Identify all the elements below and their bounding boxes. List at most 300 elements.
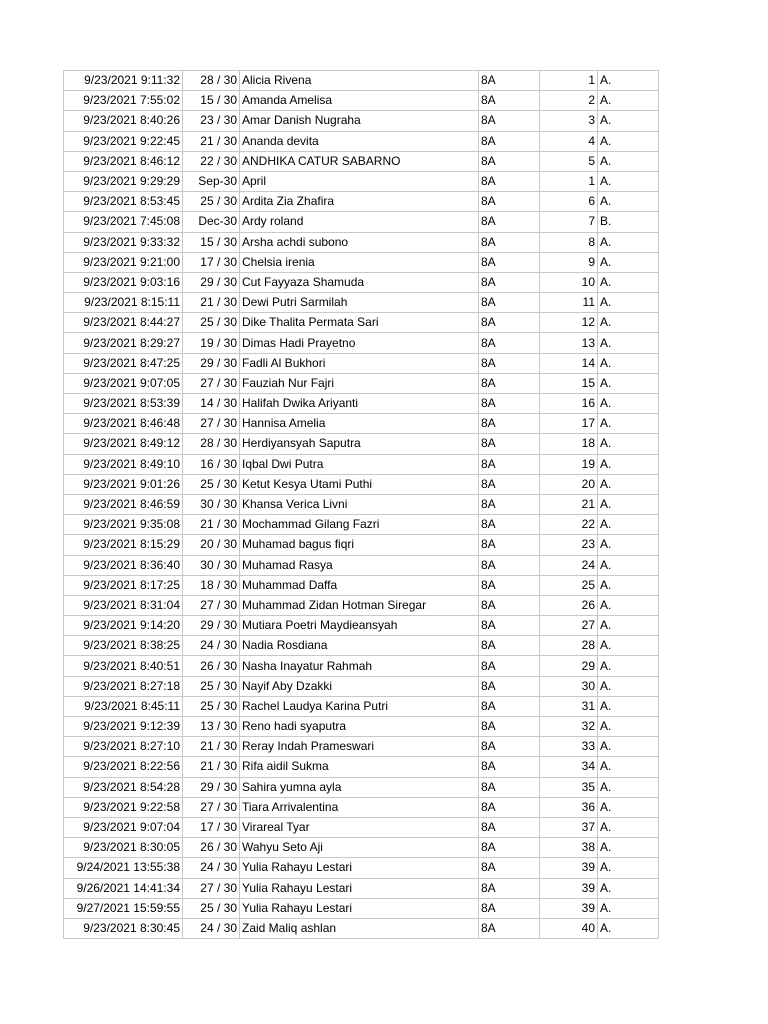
attendance-number-cell: 33: [540, 737, 598, 757]
answer-cell: A.: [598, 918, 659, 938]
timestamp-cell: 9/23/2021 8:46:48: [64, 414, 183, 434]
class-cell: 8A: [479, 717, 540, 737]
class-cell: 8A: [479, 353, 540, 373]
timestamp-cell: 9/23/2021 9:33:32: [64, 232, 183, 252]
answer-cell: A.: [598, 676, 659, 696]
answer-cell: B.: [598, 212, 659, 232]
class-cell: 8A: [479, 817, 540, 837]
attendance-number-cell: 10: [540, 272, 598, 292]
table-row: [64, 616, 659, 636]
class-cell: 8A: [479, 212, 540, 232]
timestamp-cell: 9/23/2021 9:01:26: [64, 474, 183, 494]
answer-cell: A.: [598, 394, 659, 414]
timestamp-cell: 9/23/2021 8:17:25: [64, 575, 183, 595]
answer-cell: A.: [598, 373, 659, 393]
answer-cell: A.: [598, 71, 659, 91]
timestamp-cell: 9/23/2021 8:31:04: [64, 595, 183, 615]
score-cell: 24 / 30: [183, 858, 240, 878]
timestamp-cell: 9/23/2021 8:40:26: [64, 111, 183, 131]
answer-cell: A.: [598, 656, 659, 676]
answer-cell: A.: [598, 636, 659, 656]
attendance-number-cell: 9: [540, 252, 598, 272]
answer-cell: A.: [598, 192, 659, 212]
score-cell: 26 / 30: [183, 838, 240, 858]
answer-cell: A.: [598, 293, 659, 313]
class-cell: 8A: [479, 474, 540, 494]
class-cell: 8A: [479, 878, 540, 898]
score-cell: 29 / 30: [183, 353, 240, 373]
student-name-cell: Virareal Tyar: [240, 817, 479, 837]
table-row: [64, 313, 659, 333]
table-row: [64, 252, 659, 272]
student-name-cell: Mochammad Gilang Fazri: [240, 515, 479, 535]
student-name-cell: Amar Danish Nugraha: [240, 111, 479, 131]
attendance-number-cell: 1: [540, 71, 598, 91]
score-cell: 26 / 30: [183, 656, 240, 676]
table-row: [64, 595, 659, 615]
attendance-number-cell: 18: [540, 434, 598, 454]
attendance-number-cell: 5: [540, 151, 598, 171]
table-row: [64, 515, 659, 535]
class-cell: 8A: [479, 757, 540, 777]
timestamp-cell: 9/23/2021 9:07:05: [64, 373, 183, 393]
student-name-cell: Dike Thalita Permata Sari: [240, 313, 479, 333]
timestamp-cell: 9/23/2021 9:11:32: [64, 71, 183, 91]
answer-cell: A.: [598, 757, 659, 777]
class-cell: 8A: [479, 373, 540, 393]
table-row: [64, 353, 659, 373]
score-cell: 21 / 30: [183, 737, 240, 757]
table-row: [64, 171, 659, 191]
score-cell: 14 / 30: [183, 394, 240, 414]
timestamp-cell: 9/23/2021 9:22:45: [64, 131, 183, 151]
table-row: [64, 232, 659, 252]
answer-cell: A.: [598, 151, 659, 171]
table-row: [64, 737, 659, 757]
table-row: [64, 717, 659, 737]
score-cell: 30 / 30: [183, 494, 240, 514]
score-cell: 18 / 30: [183, 575, 240, 595]
student-name-cell: Muhamad Rasya: [240, 555, 479, 575]
table-row: [64, 131, 659, 151]
timestamp-cell: 9/23/2021 9:22:58: [64, 797, 183, 817]
answer-cell: A.: [598, 232, 659, 252]
score-cell: 28 / 30: [183, 71, 240, 91]
attendance-number-cell: 39: [540, 878, 598, 898]
score-cell: 27 / 30: [183, 373, 240, 393]
timestamp-cell: 9/23/2021 9:03:16: [64, 272, 183, 292]
student-name-cell: Chelsia irenia: [240, 252, 479, 272]
table-row: [64, 676, 659, 696]
score-cell: 20 / 30: [183, 535, 240, 555]
timestamp-cell: 9/23/2021 8:30:45: [64, 918, 183, 938]
table-row: [64, 555, 659, 575]
class-cell: 8A: [479, 918, 540, 938]
attendance-number-cell: 8: [540, 232, 598, 252]
timestamp-cell: 9/23/2021 8:46:59: [64, 494, 183, 514]
student-name-cell: Muhamad bagus fiqri: [240, 535, 479, 555]
attendance-number-cell: 35: [540, 777, 598, 797]
table-row: [64, 918, 659, 938]
answer-cell: A.: [598, 252, 659, 272]
timestamp-cell: 9/23/2021 8:49:10: [64, 454, 183, 474]
score-cell: 16 / 30: [183, 454, 240, 474]
score-cell: 23 / 30: [183, 111, 240, 131]
table-row: [64, 454, 659, 474]
class-cell: 8A: [479, 696, 540, 716]
table-row: [64, 151, 659, 171]
answer-cell: A.: [598, 898, 659, 918]
answer-cell: A.: [598, 111, 659, 131]
answer-cell: A.: [598, 454, 659, 474]
timestamp-cell: 9/23/2021 8:29:27: [64, 333, 183, 353]
student-name-cell: Halifah Dwika Ariyanti: [240, 394, 479, 414]
student-name-cell: Zaid Maliq ashlan: [240, 918, 479, 938]
class-cell: 8A: [479, 333, 540, 353]
class-cell: 8A: [479, 91, 540, 111]
attendance-number-cell: 39: [540, 898, 598, 918]
student-name-cell: Rifa aidil Sukma: [240, 757, 479, 777]
timestamp-cell: 9/23/2021 8:44:27: [64, 313, 183, 333]
score-cell: 22 / 30: [183, 151, 240, 171]
answer-cell: A.: [598, 353, 659, 373]
class-cell: 8A: [479, 414, 540, 434]
answer-cell: A.: [598, 838, 659, 858]
student-name-cell: Dewi Putri Sarmilah: [240, 293, 479, 313]
student-name-cell: Yulia Rahayu Lestari: [240, 878, 479, 898]
table-row: [64, 656, 659, 676]
answer-cell: A.: [598, 878, 659, 898]
table-row: [64, 636, 659, 656]
score-cell: 25 / 30: [183, 474, 240, 494]
timestamp-cell: 9/23/2021 8:15:29: [64, 535, 183, 555]
class-cell: 8A: [479, 272, 540, 292]
class-cell: 8A: [479, 898, 540, 918]
timestamp-cell: 9/23/2021 9:35:08: [64, 515, 183, 535]
timestamp-cell: 9/23/2021 8:40:51: [64, 656, 183, 676]
score-table-body: [64, 71, 659, 939]
answer-cell: A.: [598, 858, 659, 878]
score-cell: 19 / 30: [183, 333, 240, 353]
answer-cell: A.: [598, 737, 659, 757]
timestamp-cell: 9/23/2021 9:12:39: [64, 717, 183, 737]
table-row: [64, 898, 659, 918]
attendance-number-cell: 14: [540, 353, 598, 373]
table-row: [64, 696, 659, 716]
class-cell: 8A: [479, 171, 540, 191]
class-cell: 8A: [479, 656, 540, 676]
timestamp-cell: 9/23/2021 8:38:25: [64, 636, 183, 656]
answer-cell: A.: [598, 797, 659, 817]
student-name-cell: Wahyu Seto Aji: [240, 838, 479, 858]
timestamp-cell: 9/23/2021 9:29:29: [64, 171, 183, 191]
student-name-cell: Khansa Verica Livni: [240, 494, 479, 514]
score-cell: 25 / 30: [183, 313, 240, 333]
timestamp-cell: 9/23/2021 8:53:39: [64, 394, 183, 414]
table-row: [64, 858, 659, 878]
student-name-cell: Cut Fayyaza Shamuda: [240, 272, 479, 292]
attendance-number-cell: 31: [540, 696, 598, 716]
score-cell: 30 / 30: [183, 555, 240, 575]
table-row: [64, 394, 659, 414]
answer-cell: A.: [598, 535, 659, 555]
attendance-number-cell: 28: [540, 636, 598, 656]
table-row: [64, 373, 659, 393]
score-cell: 21 / 30: [183, 131, 240, 151]
attendance-number-cell: 16: [540, 394, 598, 414]
score-cell: 29 / 30: [183, 272, 240, 292]
score-cell: 15 / 30: [183, 91, 240, 111]
score-cell: 17 / 30: [183, 252, 240, 272]
class-cell: 8A: [479, 515, 540, 535]
answer-cell: A.: [598, 434, 659, 454]
score-cell: 25 / 30: [183, 898, 240, 918]
answer-cell: A.: [598, 777, 659, 797]
score-cell: 29 / 30: [183, 616, 240, 636]
student-name-cell: Muhammad Zidan Hotman Siregar: [240, 595, 479, 615]
attendance-number-cell: 23: [540, 535, 598, 555]
timestamp-cell: 9/23/2021 8:36:40: [64, 555, 183, 575]
table-row: [64, 777, 659, 797]
table-row: [64, 434, 659, 454]
student-name-cell: Herdiyansyah Saputra: [240, 434, 479, 454]
timestamp-cell: 9/23/2021 7:45:08: [64, 212, 183, 232]
attendance-number-cell: 38: [540, 838, 598, 858]
student-name-cell: Mutiara Poetri Maydieansyah: [240, 616, 479, 636]
class-cell: 8A: [479, 797, 540, 817]
student-name-cell: Amanda Amelisa: [240, 91, 479, 111]
class-cell: 8A: [479, 575, 540, 595]
attendance-number-cell: 39: [540, 858, 598, 878]
class-cell: 8A: [479, 494, 540, 514]
attendance-number-cell: 3: [540, 111, 598, 131]
attendance-number-cell: 25: [540, 575, 598, 595]
answer-cell: A.: [598, 616, 659, 636]
table-row: [64, 878, 659, 898]
score-cell: 21 / 30: [183, 293, 240, 313]
class-cell: 8A: [479, 151, 540, 171]
student-name-cell: Iqbal Dwi Putra: [240, 454, 479, 474]
answer-cell: A.: [598, 595, 659, 615]
attendance-number-cell: 15: [540, 373, 598, 393]
timestamp-cell: 9/27/2021 15:59:55: [64, 898, 183, 918]
answer-cell: A.: [598, 333, 659, 353]
table-row: [64, 838, 659, 858]
answer-cell: A.: [598, 515, 659, 535]
class-cell: 8A: [479, 394, 540, 414]
answer-cell: A.: [598, 575, 659, 595]
score-cell: 13 / 30: [183, 717, 240, 737]
student-name-cell: Muhammad Daffa: [240, 575, 479, 595]
timestamp-cell: 9/23/2021 9:07:04: [64, 817, 183, 837]
class-cell: 8A: [479, 676, 540, 696]
class-cell: 8A: [479, 71, 540, 91]
table-row: [64, 474, 659, 494]
timestamp-cell: 9/23/2021 8:54:28: [64, 777, 183, 797]
student-name-cell: Fauziah Nur Fajri: [240, 373, 479, 393]
attendance-number-cell: 37: [540, 817, 598, 837]
attendance-number-cell: 21: [540, 494, 598, 514]
score-cell: 21 / 30: [183, 757, 240, 777]
answer-cell: A.: [598, 555, 659, 575]
table-row: [64, 575, 659, 595]
student-name-cell: Sahira yumna ayla: [240, 777, 479, 797]
table-row: [64, 111, 659, 131]
class-cell: 8A: [479, 454, 540, 474]
timestamp-cell: 9/23/2021 9:14:20: [64, 616, 183, 636]
table-row: [64, 293, 659, 313]
attendance-number-cell: 2: [540, 91, 598, 111]
student-name-cell: Nasha Inayatur Rahmah: [240, 656, 479, 676]
class-cell: 8A: [479, 555, 540, 575]
student-name-cell: Alicia Rivena: [240, 71, 479, 91]
class-cell: 8A: [479, 838, 540, 858]
attendance-number-cell: 17: [540, 414, 598, 434]
attendance-number-cell: 32: [540, 717, 598, 737]
table-row: [64, 797, 659, 817]
student-name-cell: Reno hadi syaputra: [240, 717, 479, 737]
attendance-number-cell: 20: [540, 474, 598, 494]
class-cell: 8A: [479, 636, 540, 656]
attendance-number-cell: 13: [540, 333, 598, 353]
score-cell: 27 / 30: [183, 595, 240, 615]
class-cell: 8A: [479, 858, 540, 878]
class-cell: 8A: [479, 232, 540, 252]
timestamp-cell: 9/23/2021 8:15:11: [64, 293, 183, 313]
attendance-number-cell: 27: [540, 616, 598, 636]
class-cell: 8A: [479, 313, 540, 333]
timestamp-cell: 9/23/2021 8:27:18: [64, 676, 183, 696]
class-cell: 8A: [479, 616, 540, 636]
class-cell: 8A: [479, 737, 540, 757]
answer-cell: A.: [598, 91, 659, 111]
attendance-number-cell: 40: [540, 918, 598, 938]
score-cell: 27 / 30: [183, 414, 240, 434]
answer-cell: A.: [598, 171, 659, 191]
table-row: [64, 192, 659, 212]
answer-cell: A.: [598, 696, 659, 716]
class-cell: 8A: [479, 595, 540, 615]
answer-cell: A.: [598, 817, 659, 837]
answer-cell: A.: [598, 313, 659, 333]
score-cell: Sep-30: [183, 171, 240, 191]
attendance-number-cell: 11: [540, 293, 598, 313]
score-cell: 25 / 30: [183, 696, 240, 716]
attendance-number-cell: 22: [540, 515, 598, 535]
timestamp-cell: 9/23/2021 8:30:05: [64, 838, 183, 858]
score-cell: 21 / 30: [183, 515, 240, 535]
table-row: [64, 91, 659, 111]
student-name-cell: Ananda devita: [240, 131, 479, 151]
score-table: [63, 70, 659, 939]
class-cell: 8A: [479, 111, 540, 131]
timestamp-cell: 9/23/2021 8:53:45: [64, 192, 183, 212]
student-name-cell: Tiara Arrivalentina: [240, 797, 479, 817]
attendance-number-cell: 29: [540, 656, 598, 676]
answer-cell: A.: [598, 131, 659, 151]
score-cell: Dec-30: [183, 212, 240, 232]
score-cell: 17 / 30: [183, 817, 240, 837]
student-name-cell: Ardita Zia Zhafira: [240, 192, 479, 212]
timestamp-cell: 9/23/2021 7:55:02: [64, 91, 183, 111]
timestamp-cell: 9/23/2021 8:47:25: [64, 353, 183, 373]
timestamp-cell: 9/26/2021 14:41:34: [64, 878, 183, 898]
student-name-cell: Dimas Hadi Prayetno: [240, 333, 479, 353]
student-name-cell: Arsha achdi subono: [240, 232, 479, 252]
student-name-cell: Ketut Kesya Utami Puthi: [240, 474, 479, 494]
attendance-number-cell: 26: [540, 595, 598, 615]
class-cell: 8A: [479, 192, 540, 212]
attendance-number-cell: 36: [540, 797, 598, 817]
student-name-cell: Ardy roland: [240, 212, 479, 232]
score-cell: 24 / 30: [183, 918, 240, 938]
student-name-cell: Yulia Rahayu Lestari: [240, 858, 479, 878]
attendance-number-cell: 19: [540, 454, 598, 474]
table-row: [64, 817, 659, 837]
table-row: [64, 535, 659, 555]
student-name-cell: ANDHIKA CATUR SABARNO: [240, 151, 479, 171]
student-name-cell: Yulia Rahayu Lestari: [240, 898, 479, 918]
timestamp-cell: 9/23/2021 8:27:10: [64, 737, 183, 757]
student-name-cell: Nadia Rosdiana: [240, 636, 479, 656]
student-name-cell: Fadli Al Bukhori: [240, 353, 479, 373]
class-cell: 8A: [479, 434, 540, 454]
answer-cell: A.: [598, 414, 659, 434]
score-cell: 24 / 30: [183, 636, 240, 656]
timestamp-cell: 9/23/2021 8:22:56: [64, 757, 183, 777]
attendance-number-cell: 12: [540, 313, 598, 333]
student-name-cell: Reray Indah Prameswari: [240, 737, 479, 757]
student-name-cell: Hannisa Amelia: [240, 414, 479, 434]
attendance-number-cell: 1: [540, 171, 598, 191]
table-row: [64, 212, 659, 232]
score-cell: 15 / 30: [183, 232, 240, 252]
attendance-number-cell: 6: [540, 192, 598, 212]
answer-cell: A.: [598, 717, 659, 737]
student-name-cell: Rachel Laudya Karina Putri: [240, 696, 479, 716]
table-row: [64, 272, 659, 292]
table-row: [64, 494, 659, 514]
timestamp-cell: 9/23/2021 8:46:12: [64, 151, 183, 171]
attendance-number-cell: 7: [540, 212, 598, 232]
score-cell: 27 / 30: [183, 797, 240, 817]
answer-cell: A.: [598, 494, 659, 514]
attendance-number-cell: 34: [540, 757, 598, 777]
student-name-cell: Nayif Aby Dzakki: [240, 676, 479, 696]
answer-cell: A.: [598, 272, 659, 292]
table-row: [64, 71, 659, 91]
timestamp-cell: 9/23/2021 8:45:11: [64, 696, 183, 716]
table-row: [64, 414, 659, 434]
table-row: [64, 757, 659, 777]
class-cell: 8A: [479, 131, 540, 151]
class-cell: 8A: [479, 293, 540, 313]
class-cell: 8A: [479, 777, 540, 797]
table-row: [64, 333, 659, 353]
answer-cell: A.: [598, 474, 659, 494]
timestamp-cell: 9/23/2021 8:49:12: [64, 434, 183, 454]
score-cell: 25 / 30: [183, 676, 240, 696]
timestamp-cell: 9/23/2021 9:21:00: [64, 252, 183, 272]
class-cell: 8A: [479, 252, 540, 272]
class-cell: 8A: [479, 535, 540, 555]
attendance-number-cell: 30: [540, 676, 598, 696]
student-name-cell: April: [240, 171, 479, 191]
score-cell: 25 / 30: [183, 192, 240, 212]
timestamp-cell: 9/24/2021 13:55:38: [64, 858, 183, 878]
attendance-number-cell: 24: [540, 555, 598, 575]
score-cell: 29 / 30: [183, 777, 240, 797]
